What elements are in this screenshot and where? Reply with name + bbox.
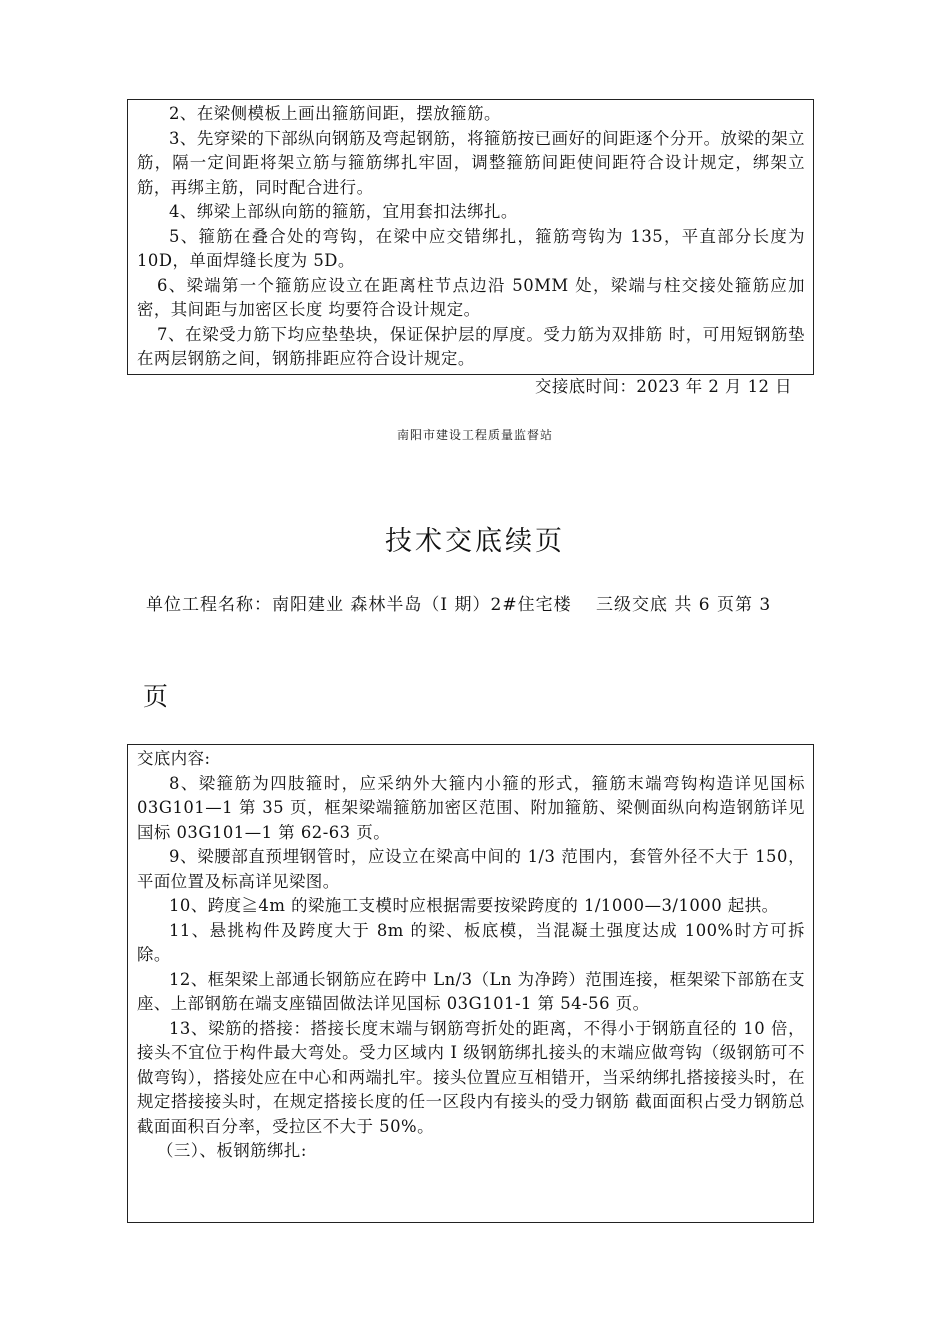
paragraph-item-6: 6、梁端第一个箍筋应设立在距离柱节点边沿 50MM 处，梁端与柱交接处箍筋应加密，其间距与加密区长度 均要符合设计规定。 [137, 275, 805, 319]
paragraph-item-12: 12、框架梁上部通长钢筋应在跨中 Ln/3（Ln 为净跨）范围连接，框架梁下部筋在支座、上部钢筋在端支座锚固做法详见国标 03G101-1 第 54-56 页。 [137, 969, 805, 1013]
paragraph-item-2: 2、在梁侧模板上画出箍筋间距，摆放箍筋。 [169, 104, 501, 123]
paragraph-item-9: 9、梁腰部直预埋钢管时，应设立在梁高中间的 1/3 范围内，套管外径不大于 150，平面位置及标高详见梁图。 [137, 847, 805, 891]
content-label: 交底内容: [137, 749, 211, 768]
upper-content-box [127, 99, 814, 375]
paragraph-item-8: 8、梁箍筋为四肢箍时，应采纳外大箍内小箍的形式，箍筋末端弯钩构造详见国标 03G101—1 第 35 页，框架梁端箍筋加密区范围、附加箍筋、梁侧面纵向构造钢筋详见国标 03G101—1 第 62-63 页。 [137, 773, 805, 842]
unit-project-line: 单位工程名称：南阳建业 森林半岛（I 期）2#住宅楼 三级交底 共 6 页第 3 [146, 595, 772, 615]
paragraph-item-5: 5、箍筋在叠合处的弯钩，在梁中应交错绑扎，箍筋弯钩为 135，平直部分长度为 10D，单面焊缝长度为 5D。 [137, 226, 805, 270]
paragraph-item-13: 13、梁筋的搭接：搭接长度末端与钢筋弯折处的距离，不得小于钢筋直径的 10 倍，接头不宜位于构件最大弯处。受力区域内 I 级钢筋绑扎接头的末端应做弯钩（级钢筋可不做弯钩），搭接处应在中心和两端扎牢。接头位置应互相错开，当采纳绑扎搭接接头时，在规定搭接接头时，在规定搭接长度的任一区段内有接头的受力钢筋 截面面积占受力钢筋总截面面积百分率，受拉区不大于 50%。 [137, 1018, 805, 1136]
page-title: 技术交底续页 [385, 526, 565, 557]
lower-content-box [127, 744, 814, 1223]
paragraph-item-3: 3、先穿梁的下部纵向钢筋及弯起钢筋，将箍筋按已画好的间距逐个分开。放梁的架立筋，隔一定间距将架立筋与箍筋绑扎牢固，调整箍筋间距使间距符合设计规定，绑架立筋，再绑主筋，同时配合进行。 [137, 128, 805, 197]
paragraph-item-4: 4、绑梁上部纵向筋的箍筋，宜用套扣法绑扎。 [169, 202, 518, 221]
page-suffix: 页 [143, 682, 169, 711]
paragraph-item-10: 10、跨度≧4m 的梁施工支模时应根据需要按梁跨度的 1/1000—3/1000 起拱。 [169, 896, 779, 915]
handover-time: 交接底时间：2023 年 2 月 12 日 [535, 377, 793, 396]
paragraph-item-11: 11、悬挑构件及跨度大于 8m 的梁、板底模，当混凝土强度达成 100%时方可拆除。 [137, 920, 805, 964]
paragraph-item-7: 7、在梁受力筋下均应垫垫块，保证保护层的厚度。受力筋为双排筋 时，可用短钢筋垫在两层钢筋之间，钢筋排距应符合设计规定。 [137, 324, 805, 368]
section-heading: （三）、板钢筋绑扎: [157, 1141, 307, 1160]
station-name: 南阳市建设工程质量监督站 [396, 428, 553, 442]
